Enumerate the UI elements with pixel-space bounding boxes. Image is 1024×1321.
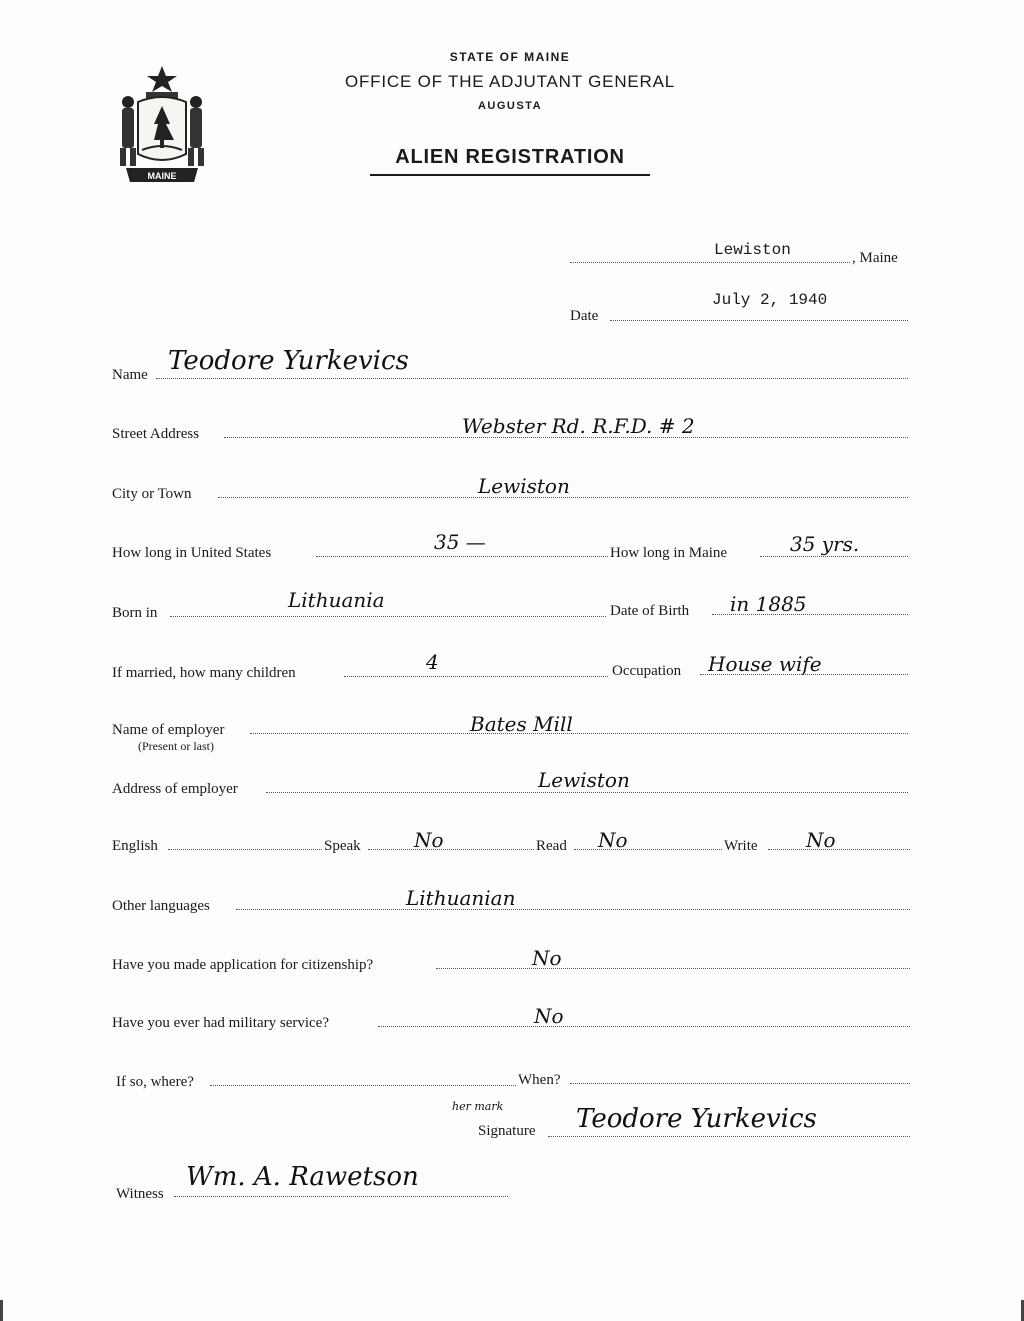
other-languages-line	[236, 909, 910, 910]
speak-line	[368, 849, 534, 850]
citizenship-value: No	[532, 946, 562, 970]
military-value: No	[534, 1004, 564, 1028]
street-value: Webster Rd. R.F.D. # 2	[462, 414, 695, 438]
english-line	[168, 849, 322, 850]
when-label: When?	[518, 1072, 561, 1088]
other-languages-value: Lithuanian	[406, 886, 516, 910]
occupation-value: House wife	[708, 652, 822, 676]
street-line	[224, 437, 908, 438]
employer-sub-label: (Present or last)	[138, 739, 214, 753]
children-line	[344, 676, 608, 677]
occupation-line	[700, 674, 908, 675]
date-of-birth-value: in 1885	[730, 592, 807, 616]
city-heading: AUGUSTA	[477, 100, 543, 112]
english-label: English	[112, 838, 158, 854]
city-label: City or Town	[112, 486, 192, 502]
signature-value: Teodore Yurkevics	[576, 1104, 817, 1134]
how-long-us-value: 35 —	[434, 530, 486, 554]
date-of-birth-label: Date of Birth	[610, 603, 690, 619]
how-long-us-label: How long in United States	[112, 545, 272, 561]
city-line	[218, 497, 908, 498]
speak-value: No	[414, 828, 444, 852]
citizenship-label: Have you made application for citizenship?	[112, 957, 374, 973]
occupation-label: Occupation	[612, 663, 682, 679]
date-line	[610, 320, 908, 321]
born-in-line	[170, 616, 606, 617]
date-label: Date	[570, 308, 599, 324]
witness-value: Wm. A. Rawetson	[186, 1162, 419, 1192]
seal-text: MAINE	[147, 171, 177, 181]
title-underline	[370, 174, 650, 176]
date-value: July 2, 1940	[712, 291, 828, 309]
location-line	[570, 262, 850, 263]
state-heading: STATE OF MAINE	[449, 50, 571, 64]
speak-label: Speak	[324, 838, 361, 854]
military-label: Have you ever had military service?	[112, 1015, 329, 1031]
witness-label: Witness	[116, 1186, 164, 1202]
employer-address-line	[266, 792, 908, 793]
read-label: Read	[536, 838, 567, 854]
born-in-value: Lithuania	[288, 588, 385, 612]
witness-line	[174, 1196, 508, 1197]
signature-line	[548, 1136, 910, 1137]
where-line	[210, 1085, 516, 1086]
name-value: Teodore Yurkevics	[168, 346, 409, 376]
born-in-label: Born in	[112, 605, 158, 621]
name-line	[156, 378, 908, 379]
maine-state-seal-icon	[108, 62, 216, 186]
how-long-maine-value: 35 yrs.	[790, 532, 860, 556]
read-line	[574, 849, 722, 850]
how-long-maine-line	[760, 556, 908, 557]
form-title: ALIEN REGISTRATION	[395, 146, 625, 168]
other-languages-label: Other languages	[112, 898, 210, 914]
military-line	[378, 1026, 910, 1027]
employer-line	[250, 733, 908, 734]
children-label: If married, how many children	[112, 665, 296, 681]
employer-label: Name of employer	[112, 722, 225, 738]
write-value: No	[806, 828, 836, 852]
signature-mark: her mark	[452, 1100, 504, 1113]
signature-label: Signature	[478, 1123, 536, 1139]
name-label: Name	[112, 367, 148, 383]
citizenship-line	[436, 968, 910, 969]
scan-edge-mark-left	[0, 1300, 3, 1321]
location-value: Lewiston	[714, 241, 791, 259]
employer-address-value: Lewiston	[538, 768, 630, 792]
write-label: Write	[724, 838, 758, 854]
read-value: No	[598, 828, 628, 852]
employer-value: Bates Mill	[470, 712, 573, 736]
street-label: Street Address	[112, 426, 200, 442]
location-state-label: , Maine	[852, 250, 898, 266]
write-line	[768, 849, 910, 850]
when-line	[570, 1083, 910, 1084]
office-heading: OFFICE OF THE ADJUTANT GENERAL	[344, 72, 676, 91]
date-of-birth-line	[712, 614, 908, 615]
how-long-us-line	[316, 556, 608, 557]
children-value: 4	[426, 650, 439, 674]
city-value: Lewiston	[478, 474, 570, 498]
employer-address-label: Address of employer	[112, 781, 238, 797]
how-long-maine-label: How long in Maine	[610, 545, 728, 561]
where-label: If so, where?	[116, 1074, 194, 1090]
